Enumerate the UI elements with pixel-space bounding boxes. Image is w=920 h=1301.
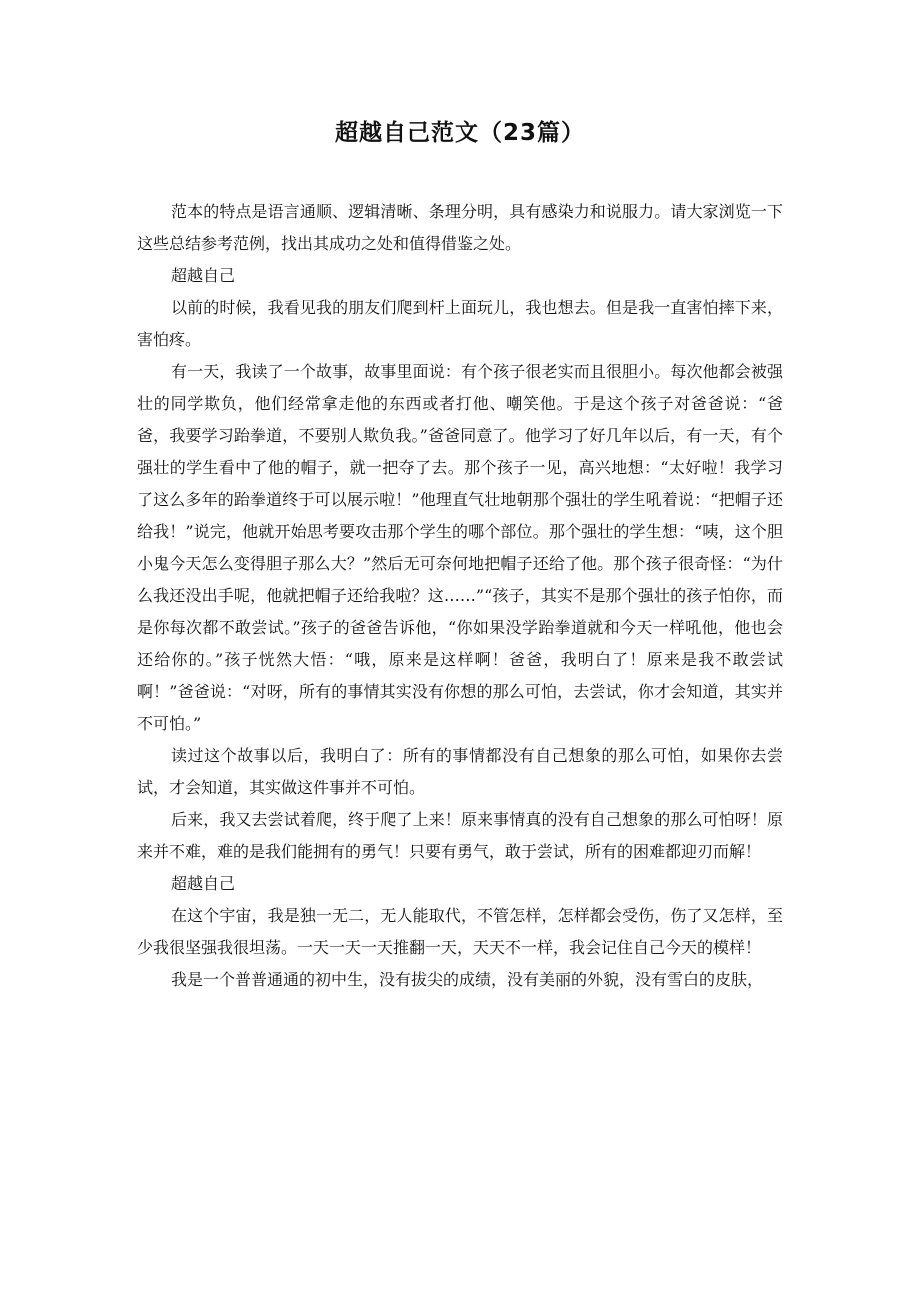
- intro-paragraph: 范本的特点是语言通顺、逻辑清晰、条理分明，具有感染力和说服力。请大家浏览一下这些总结参考范例，找出其成功之处和值得借鉴之处。: [137, 202, 783, 253]
- document-title: 超越自己范文（23篇）: [334, 120, 585, 146]
- section-heading: 超越自己: [171, 266, 236, 285]
- body-paragraph: 我是一个普普通通的初中生，没有拔尖的成绩，没有美丽的外貌，没有雪白的皮肤，: [171, 970, 764, 989]
- body-paragraph: 后来，我又去尝试着爬，终于爬了上来！原来事情真的没有自己想象的那么可怕呀！原来并不难，难的是我们能拥有的勇气！只要有勇气，敢于尝试，所有的困难都迎刃而解！: [137, 810, 783, 861]
- body-paragraph: 有一天，我读了一个故事，故事里面说：有个孩子很老实而且很胆小。每次他都会被强壮的同学欺负，他们经常拿走他的东西或者打他、嘲笑他。于是这个孩子对爸爸说：“爸爸，我要学习跆拳道，不要别人欺负我。”爸爸同意了。他学习了好几年以后，有一天，有个强壮的学生看中了他的帽子，就一把夺了去。那个孩子一见，高兴地想：“太好啦！我学习了这么多年的跆拳道终于可以展示啦！”他理直气壮地朝那个强壮的学生吼着说：“把帽子还给我！”说完，他就开始思考要攻击那个学生的哪个部位。那个强壮的学生想：“咦，这个胆小鬼今天怎么变得胆子那么大？”然后无可奈何地把帽子还给了他。那个孩子很奇怪：“为什么我还没出手呢，他就把帽子还给我啦？这……”“孩子，其实不是那个强壮的孩子怕你，而是你每次都不敢尝试。”孩子的爸爸告诉他，“你如果没学跆拳道就和今天一样吼他，他也会还给你的。”孩子恍然大悟：“哦，原来是这样啊！爸爸，我明白了！原来是我不敢尝试啊！”爸爸说：“对呀，所有的事情其实没有你想的那么可怕，去尝试，你才会知道，其实并不可怕。”: [137, 362, 783, 733]
- section-heading: 超越自己: [171, 874, 236, 893]
- body-paragraph: 在这个宇宙，我是独一无二，无人能取代，不管怎样，怎样都会受伤，伤了又怎样，至少我很坚强我很坦荡。一天一天一天推翻一天，天天不一样，我会记住自己今天的模样！: [137, 906, 783, 957]
- body-paragraph: 以前的时候，我看见我的朋友们爬到杆上面玩儿，我也想去。但是我一直害怕摔下来，害怕疼。: [137, 298, 783, 349]
- body-paragraph: 读过这个故事以后，我明白了：所有的事情都没有自己想象的那么可怕，如果你去尝试，才会知道，其实做这件事并不可怕。: [137, 746, 783, 797]
- document-body: [137, 196, 783, 996]
